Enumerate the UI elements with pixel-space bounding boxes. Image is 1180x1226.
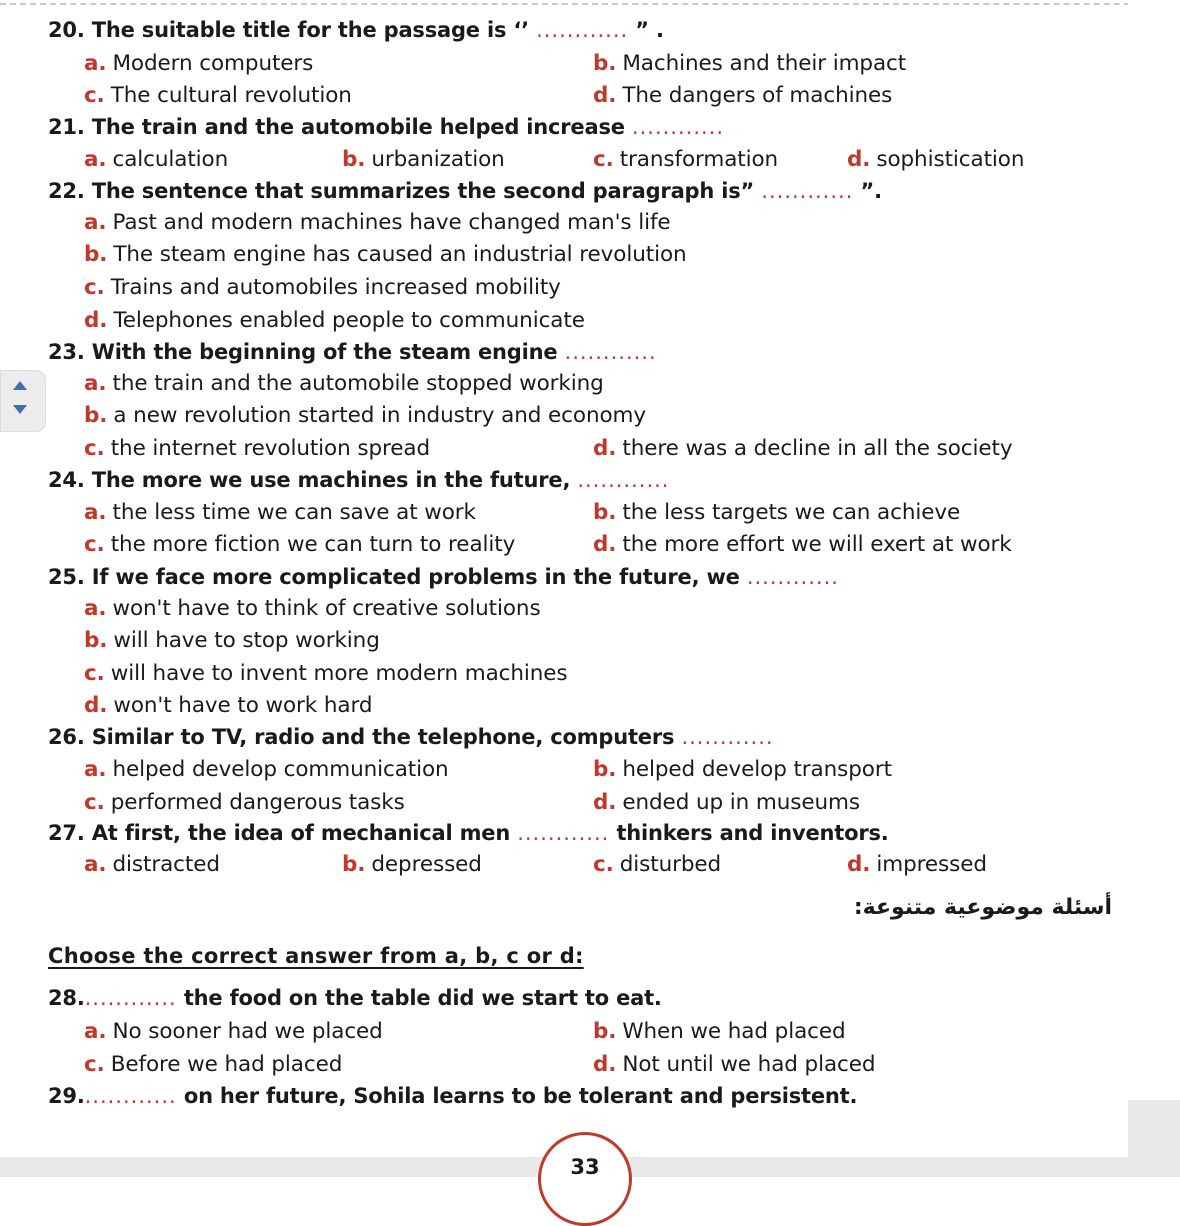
answer-blank: ............: [577, 468, 670, 492]
option-b[interactable]: b. helped develop transport: [593, 757, 892, 782]
question-text: the food on the table did we start to eat.: [183, 986, 662, 1010]
question-23: [48, 340, 657, 364]
option-b[interactable]: b. urbanization: [342, 147, 505, 172]
option-a[interactable]: a. Past and modern machines have changed man's life: [84, 210, 671, 235]
option-a[interactable]: a. No sooner had we placed: [84, 1019, 383, 1044]
footer-corner-curve: [1078, 1107, 1128, 1157]
answer-blank: ............: [564, 340, 657, 364]
option-b[interactable]: b. Machines and their impact: [593, 51, 907, 76]
question-number: 23.: [48, 340, 85, 364]
answer-blank: ............: [746, 565, 839, 589]
question-21: [48, 115, 724, 139]
page-number: 33: [570, 1155, 600, 1179]
question-text-end: ” .: [635, 18, 664, 42]
right-margin: [1128, 0, 1180, 1177]
arabic-section-heading: أسئلة موضوعية متنوعة:: [853, 895, 1112, 920]
option-d[interactable]: d. Not until we had placed: [593, 1052, 876, 1077]
question-text: With the beginning of the steam engine: [91, 340, 558, 364]
question-text: The sentence that summarizes the second paragraph is”: [91, 179, 755, 203]
option-b[interactable]: b. will have to stop working: [84, 628, 380, 653]
option-c[interactable]: c. Trains and automobiles increased mobility: [84, 275, 561, 300]
question-text: on her future, Sohila learns to be tolerant and persistent.: [183, 1084, 858, 1108]
answer-blank: ............: [681, 725, 774, 749]
question-text: The suitable title for the passage is ‘’: [91, 18, 529, 42]
option-b[interactable]: b. The steam engine has caused an industrial revolution: [84, 242, 687, 267]
footer-corner: [1128, 1100, 1180, 1177]
option-a[interactable]: a. calculation: [84, 147, 229, 172]
option-d[interactable]: d. the more effort we will exert at work: [593, 532, 1012, 557]
question-27: [48, 821, 889, 845]
question-29: [48, 1084, 857, 1108]
question-text: At first, the idea of mechanical men: [91, 821, 511, 845]
option-a[interactable]: a. the train and the automobile stopped working: [84, 371, 604, 396]
question-text: Similar to TV, radio and the telephone, computers: [91, 725, 675, 749]
option-a[interactable]: a. helped develop communication: [84, 757, 449, 782]
question-text: If we face more complicated problems in the future, we: [91, 565, 740, 589]
answer-blank: ............: [84, 986, 177, 1010]
option-d[interactable]: d. there was a decline in all the society: [593, 436, 1013, 461]
answer-blank: ............: [84, 1084, 177, 1108]
option-a[interactable]: a. the less time we can save at work: [84, 500, 476, 525]
question-number: 26.: [48, 725, 85, 749]
option-d[interactable]: d. sophistication: [847, 147, 1025, 172]
option-c[interactable]: c. transformation: [593, 147, 779, 172]
option-b[interactable]: b. a new revolution started in industry and economy: [84, 403, 646, 428]
option-a[interactable]: a. Modern computers: [84, 51, 314, 76]
option-b[interactable]: b. the less targets we can achieve: [593, 500, 961, 525]
answer-blank: ............: [631, 115, 725, 139]
question-22: [48, 179, 882, 203]
answer-blank: ............: [761, 179, 854, 203]
option-c[interactable]: c. disturbed: [593, 852, 722, 877]
page-scroll-control[interactable]: [0, 370, 46, 432]
option-a[interactable]: a. won't have to think of creative solutions: [84, 596, 541, 621]
option-a[interactable]: a. distracted: [84, 852, 220, 877]
scroll-down-icon[interactable]: [13, 405, 27, 414]
question-24: [48, 468, 669, 492]
question-number: 20.: [48, 18, 85, 42]
question-number: 28.: [48, 986, 85, 1010]
option-c[interactable]: c. the internet revolution spread: [84, 436, 431, 461]
question-text: The train and the automobile helped increase: [91, 115, 625, 139]
question-text-end: ”.: [860, 179, 882, 203]
question-number: 21.: [48, 115, 85, 139]
question-number: 29.: [48, 1084, 85, 1108]
answer-blank: ............: [517, 821, 610, 845]
question-number: 24.: [48, 468, 85, 492]
question-number: 27.: [48, 821, 85, 845]
option-b[interactable]: b. When we had placed: [593, 1019, 846, 1044]
question-text: The more we use machines in the future,: [91, 468, 571, 492]
question-26: [48, 725, 774, 749]
page-number-badge: [538, 1132, 632, 1226]
option-d[interactable]: d. ended up in museums: [593, 790, 860, 815]
option-d[interactable]: d. Telephones enabled people to communicate: [84, 308, 585, 333]
option-b[interactable]: b. depressed: [342, 852, 482, 877]
top-dashed-divider: [0, 3, 1180, 5]
question-28: [48, 986, 662, 1010]
section-heading: Choose the correct answer from a, b, c or d:: [48, 944, 584, 968]
question-text-end: thinkers and inventors.: [616, 821, 889, 845]
answer-blank: ............: [536, 18, 629, 42]
question-number: 25.: [48, 565, 85, 589]
option-c[interactable]: c. performed dangerous tasks: [84, 790, 405, 815]
option-c[interactable]: c. will have to invent more modern machines: [84, 661, 568, 686]
option-c[interactable]: c. The cultural revolution: [84, 83, 352, 108]
question-25: [48, 565, 839, 589]
option-c[interactable]: c. Before we had placed: [84, 1052, 343, 1077]
option-d[interactable]: d. impressed: [847, 852, 987, 877]
option-d[interactable]: d. won't have to work hard: [84, 693, 373, 718]
scroll-up-icon[interactable]: [13, 381, 27, 390]
option-d[interactable]: d. The dangers of machines: [593, 83, 893, 108]
question-number: 22.: [48, 179, 85, 203]
question-20: [48, 18, 664, 42]
option-c[interactable]: c. the more fiction we can turn to reality: [84, 532, 516, 557]
